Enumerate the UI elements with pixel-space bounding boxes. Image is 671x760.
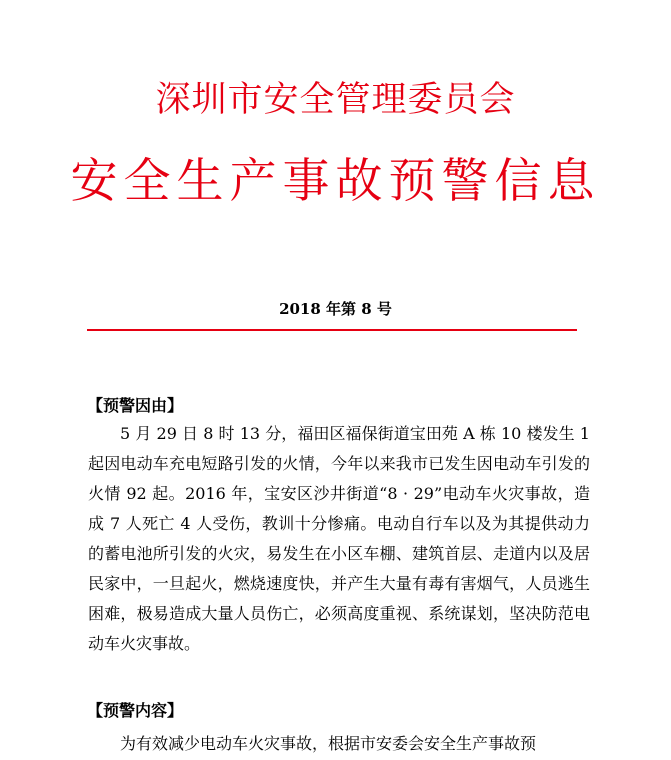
section-body-content: 为有效减少电动车火灾事故，根据市安委会安全生产事故预	[120, 734, 537, 753]
section-body-reason: 5 月 29 日 8 时 13 分，福田区福保街道宝田苑 A 栋 10 楼发生 1 起因电动车充电短路引发的火情，今年以来我市已发生因电动车引发的火情 92 起。2016 年，宝安区沙井街道“8 · 29”电动车火灾事故，造成 7 人死亡 4 人受伤，教训十分惨痛。电动自行车以及为其提供动力的蓄电池所引发的火灾，易发生在小区车棚、建筑首层、走道内以及居民家中，一旦起火，燃烧速度快，并产生大量有毒有害烟气，人员逃生困难，极易造成大量人员伤亡，必须高度重视、系统谋划，坚决防范电动车火灾事故。	[88, 424, 590, 653]
section-heading-reason: 【预警因由】	[87, 396, 184, 415]
header-divider	[87, 329, 577, 331]
org-title: 深圳市安全管理委员会	[155, 80, 516, 120]
document-title: 安全生产事故预警信息	[70, 154, 601, 209]
section-heading-content: 【预警内容】	[87, 701, 184, 720]
issue-number: 2018 年第 8 号	[279, 300, 392, 318]
